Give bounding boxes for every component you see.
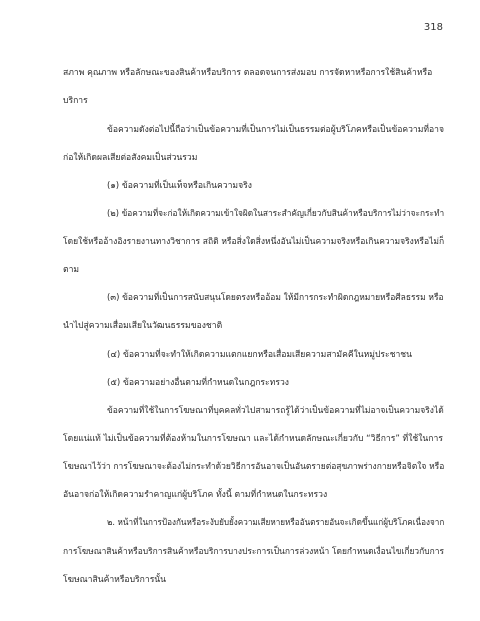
- text-line: โฆษณาสินค้าหรือบริการนั้น: [63, 575, 167, 585]
- text-line: โฆษณาไว้ว่า การโฆษณาจะต้องไม่กระทำด้วยวิธีการอันอาจเป็นอันตรายต่อสุขภาพร่างกายหรือจิตใจ หรือ: [63, 462, 445, 472]
- page-number: 318: [423, 22, 443, 33]
- list-item: (๑) ข้อความที่เป็นเท็จหรือเกินความจริง: [107, 181, 252, 191]
- text-line: นำไปสู่ความเสื่อมเสียในวัฒนธรรมของชาติ: [63, 321, 223, 331]
- numbered-item: ๒. หน้าที่ในการป้องกันหรือระงับยับยั้งความเสียหายหรืออันตรายอันจะเกิดขึ้นแก่ผู้บริโภคเนื่องจาก: [107, 518, 445, 528]
- text-line: ตาม: [63, 265, 80, 275]
- text-line: ข้อความดังต่อไปนี้ถือว่าเป็นข้อความที่เป็นการไม่เป็นธรรมต่อผู้บริโภคหรือเป็นข้อความที่อาจ: [107, 125, 445, 135]
- text-line: ข้อความที่ใช้ในการโฆษณาที่บุคคลทั่วไปสามารถรู้ได้ว่าเป็นข้อความที่ไม่อาจเป็นความจริงได้: [107, 406, 444, 416]
- text-line: สภาพ คุณภาพ หรือลักษณะของสินค้าหรือบริการ ตลอดจนการส่งมอบ การจัดหาหรือการใช้สินค้าหรือ: [63, 68, 433, 78]
- text-line: โดยแน่แท้ ไม่เป็นข้อความที่ต้องห้ามในการโฆษณา และได้กำหนดลักษณะเกี่ยวกับ “วิธีการ” ที่ใช้ในการ: [63, 434, 443, 444]
- text-line: ก่อให้เกิดผลเสียต่อสังคมเป็นส่วนรวม: [63, 153, 198, 163]
- text-line: โดยใช้หรืออ้างอิงรายงานทางวิชาการ สถิติ หรือสิ่งใดสิ่งหนึ่งอันไม่เป็นความจริงหรือเกินความจริงหรือไม่ก็: [63, 237, 445, 247]
- list-item: (๔) ข้อความที่จะทำให้เกิดความแตกแยกหรือเสื่อมเสียความสามัคคีในหมู่ประชาชน: [107, 350, 413, 360]
- list-item: (๕) ข้อความอย่างอื่นตามที่กำหนดในกฎกระทรวง: [107, 378, 289, 388]
- list-item: (๓) ข้อความที่เป็นการสนับสนุนโดยตรงหรืออ้อม ให้มีการกระทำผิดกฎหมายหรือศีลธรรม หรือ: [107, 293, 444, 303]
- text-line: อันอาจก่อให้เกิดความรำคาญแก่ผู้บริโภค ทั้งนี้ ตามที่กำหนดในกระทรวง: [63, 490, 328, 500]
- list-item: (๒) ข้อความที่จะก่อให้เกิดความเข้าใจผิดในสาระสำคัญเกี่ยวกับสินค้าหรือบริการไม่ว่าจะกระทำ: [107, 209, 445, 219]
- text-line: การโฆษณาสินค้าหรือบริการสินค้าหรือบริการบางประการเป็นการล่วงหน้า โดยกำหนดเงื่อนไขเกี่ยวกับการ: [63, 547, 444, 557]
- text-line: บริการ: [63, 96, 88, 106]
